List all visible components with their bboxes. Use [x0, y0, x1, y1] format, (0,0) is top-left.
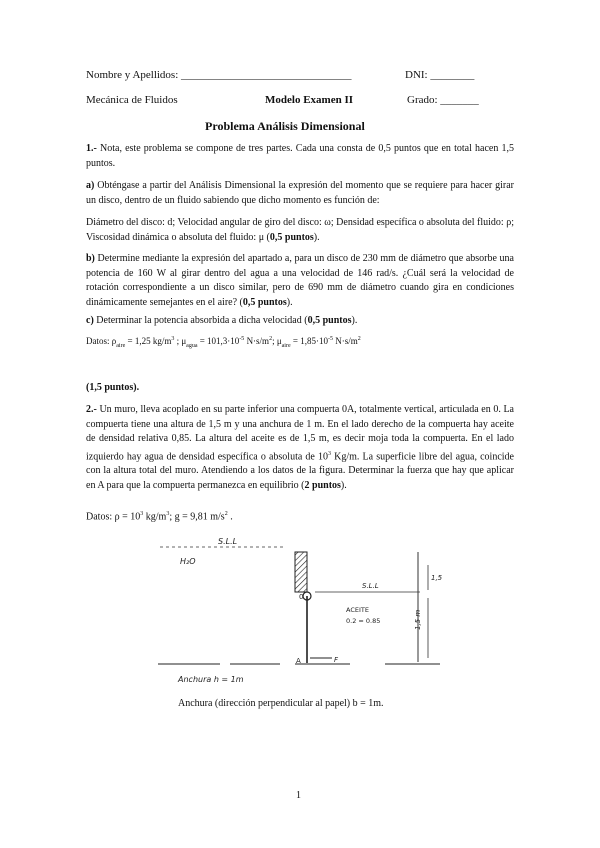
mu-water-exp: -5: [239, 336, 245, 342]
point-o-label: 0: [299, 593, 304, 601]
variables-points: 0,5 puntos: [269, 231, 314, 243]
mu-water-symbol: ; μ: [174, 336, 187, 346]
mu-air-unit-exp: 2: [357, 336, 361, 342]
data2-exp: 3: [140, 511, 144, 517]
mu-air-symbol: ; μ: [272, 336, 282, 346]
part-b-text: Determine mediante la expresión del apartado a, para un disco de 230 mm de diámetro que absorbe una potencia de 160 W al girar dentro del agua a una velocidad de 146 rad/s. ¿Cuál será la velocidad de rotación correspondiente a un disco similar, pero de 690 mm de diámetro cuando gira en condiciones dinámicamente semejantes en el aire? (: [86, 253, 514, 308]
problem-2-text: Un muro, lleva acoplado en su parte inferior una compuerta 0A, totalmente vertical, articulada en 0. La compuerta tiene una altura de 1,5 m y una anchura de 1 m. En el lado derecho de la compuerta hay aceite de densidad relativa 0,85. La altura del aceite es de 1,5 m, es decir moja toda la compuerta. En el lado izquierdo hay agua de densidad específica o absoluta de 10: [86, 404, 514, 462]
mu-air-subscript: aire: [281, 342, 291, 349]
part-b-points: 0,5 puntos: [242, 296, 287, 308]
oil-label: ACEITE: [346, 606, 369, 614]
problem-2-points: 2 puntos: [304, 479, 341, 491]
rho-air-symbol: Datos: ρ: [86, 336, 117, 346]
problem-1-number: 1.-: [86, 143, 97, 154]
data2-dot: .: [227, 511, 233, 523]
total-points: (1,5 puntos).: [86, 382, 140, 393]
data2-gravity: ; g = 9,81 m/s: [169, 511, 225, 523]
data2-gravity-exp: 2: [224, 511, 228, 517]
part-c-end: ).: [351, 315, 358, 326]
exam-title: Modelo Examen II: [265, 94, 353, 106]
sll-left-label: S.L.L: [218, 537, 238, 546]
point-a-label: A: [296, 657, 301, 665]
mu-air-value: = 1,85·10: [290, 336, 328, 346]
problem-2-number: 2.-: [86, 404, 97, 415]
problem-1-intro: [86, 142, 514, 171]
sll-right-label: S.L.L: [362, 582, 379, 590]
part-a-text: Obténgase a partir del Análisis Dimensional la expresión del momento que se requiere para hacer girar un disco, dentro de un fluido sabiendo que dicho momento es función de:: [86, 180, 514, 206]
mu-water-value: = 101,3·10: [197, 336, 240, 346]
dim-side-label: 1,5 m: [414, 609, 422, 630]
rho-air-value: = 1,25 kg/m: [125, 336, 172, 346]
gate-figure: [150, 530, 450, 695]
mu-water-subscript: agua: [186, 342, 198, 349]
data2-unit: kg/m: [143, 511, 167, 523]
mu-water-unit: N·s/m: [244, 336, 270, 346]
mu-air-exp: -5: [327, 336, 333, 342]
part-b-label: b): [86, 253, 95, 264]
rho-air-subscript: aire: [116, 342, 126, 349]
h2o-label: H₂O: [180, 557, 196, 566]
grade-field-label: Grado: _______: [407, 94, 479, 106]
force-f-label: F: [334, 656, 339, 664]
data-line-1: [86, 336, 361, 349]
part-c-points: 0,5 puntos: [307, 315, 352, 326]
part-c-text: Determinar la potencia absorbida a dicha velocidad (: [93, 315, 308, 326]
figure-caption: Anchura (dirección perpendicular al papel) b = 1m.: [178, 698, 384, 709]
mu-water-unit-exp: 2: [269, 336, 273, 342]
part-b: [86, 252, 514, 310]
subject-label: Mecánica de Fluidos: [86, 94, 178, 106]
problem-2-text2: Kg/m. La superficie libre del agua, coincide con la altura total del muro. Atendiendo a los datos de la figura. Determinar la fuerza que hay que aplicar en A para que la compuerta permanezca en equilibrio (: [86, 450, 514, 491]
page-number: 1: [296, 790, 301, 801]
part-b-end: ).: [286, 296, 293, 308]
data-line-2: [86, 511, 233, 522]
dni-field-label: DNI: ________: [405, 69, 475, 81]
mu-air-unit: N·s/m: [332, 336, 358, 346]
name-field-label: Nombre y Apellidos: _______________________________: [86, 69, 352, 81]
part-c: [86, 314, 514, 329]
rho-air-exp: 3: [171, 336, 175, 342]
part-c-label: c): [86, 315, 94, 326]
part-a: [86, 179, 514, 208]
problem-2: [86, 403, 514, 493]
problem-2-end: ).: [340, 479, 347, 491]
variables-text: Diámetro del disco: d; Velocidad angular de giro del disco: ω; Densidad específica o absoluta del fluido: ρ; Viscosidad dinámica o absoluta del fluido: μ (: [86, 217, 514, 243]
variables-list: [86, 216, 514, 245]
data2-unit-exp: 3: [166, 511, 170, 517]
figure-bottom-note: Anchura h = 1m: [178, 675, 244, 684]
problem-2-exp: 3: [328, 450, 332, 457]
oil-density-label: 0.2 = 0.85: [346, 617, 381, 625]
data2-density: Datos: ρ = 10: [86, 511, 141, 523]
problem-1-note: Nota, este problema se compone de tres partes. Cada una consta de 0,5 puntos que en total hacen 1,5 puntos.: [86, 143, 514, 169]
variables-end: ).: [313, 231, 320, 243]
problem-title: Problema Análisis Dimensional: [205, 119, 365, 133]
wall: [295, 552, 307, 592]
dim-top-label: 1,5: [431, 574, 443, 582]
part-a-label: a): [86, 180, 95, 191]
